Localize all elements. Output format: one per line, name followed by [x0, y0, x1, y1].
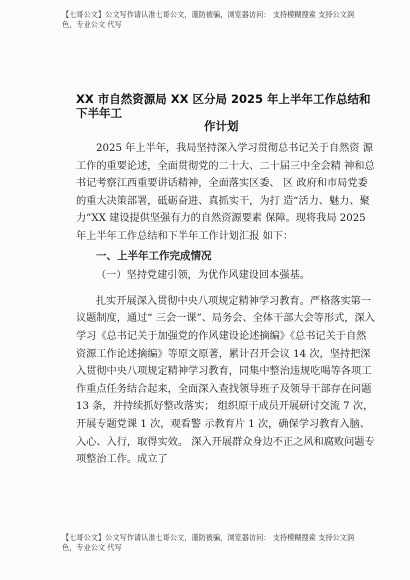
- body-paragraph: 扎实开展深入贯彻中央八项规定精神学习教育。严格落实第一议题制度，通过“ 三会一课”、局务会、全体干部大会等形式，深入学习《总书记关于加强党的作风建设论述摘编》《总书记关于自然资源工作论述摘编》等原文原著，累计召开会议 14 次，坚持把深入贯彻中央八项规定精神学习教育，同集中整治违规吃喝等各项工作重点任务结合起来，全面深入查找领导班子及领导干部存在问题 13 条，并持续抓好整改落实； 组织原干成员开展研讨交流 7 次，开展专题党课 1 次，观看警 示教育片 1 次，确保学习教育入脑、入心、入行，取得实效。 深入开展群众身边不正之风和腐败问题专项整治工作。成立了: [76, 295, 375, 466]
- document-title-continued: 作计划: [204, 119, 239, 133]
- subsection-heading: （一）坚持党建引领，为优作风建设回本强基。: [96, 270, 310, 282]
- ad-header: 【七哥公文】公文写作请认准七哥公文，谨防被骗，浏览器访问： 支持模糊搜索 支持公文润色，专业公文 代写: [62, 10, 355, 29]
- document-body: [76, 140, 376, 469]
- document-title: XX 市自然资源局 XX 区分局 2025 年上半年工作总结和下半年工: [76, 92, 371, 120]
- ad-footer: 【七哥公文】公文写作请认准七哥公文，谨防被骗，浏览器访问： 支持模糊搜索 支持公文润色，专业公文 代写: [62, 533, 355, 552]
- intro-paragraph: 2025 年上半年，我局坚持深入学习贯彻总书记关于自然资 源工作的重要论述，全面贯彻党的二十大、二十届三中全会精 神和总书记考察江西重要讲话精神，全面落实区委、 区 政府和市局党委的重大决策部署，砥砺奋进、真抓实干，为打 造“活力、魅力、聚力”XX 建设提供坚强有力的自然资源要素 保障。现将我局 2025 年上半年工作总结和下半年工作计划汇报 如下：: [76, 143, 375, 242]
- section-heading: 一、上半年工作完成情况: [96, 249, 212, 262]
